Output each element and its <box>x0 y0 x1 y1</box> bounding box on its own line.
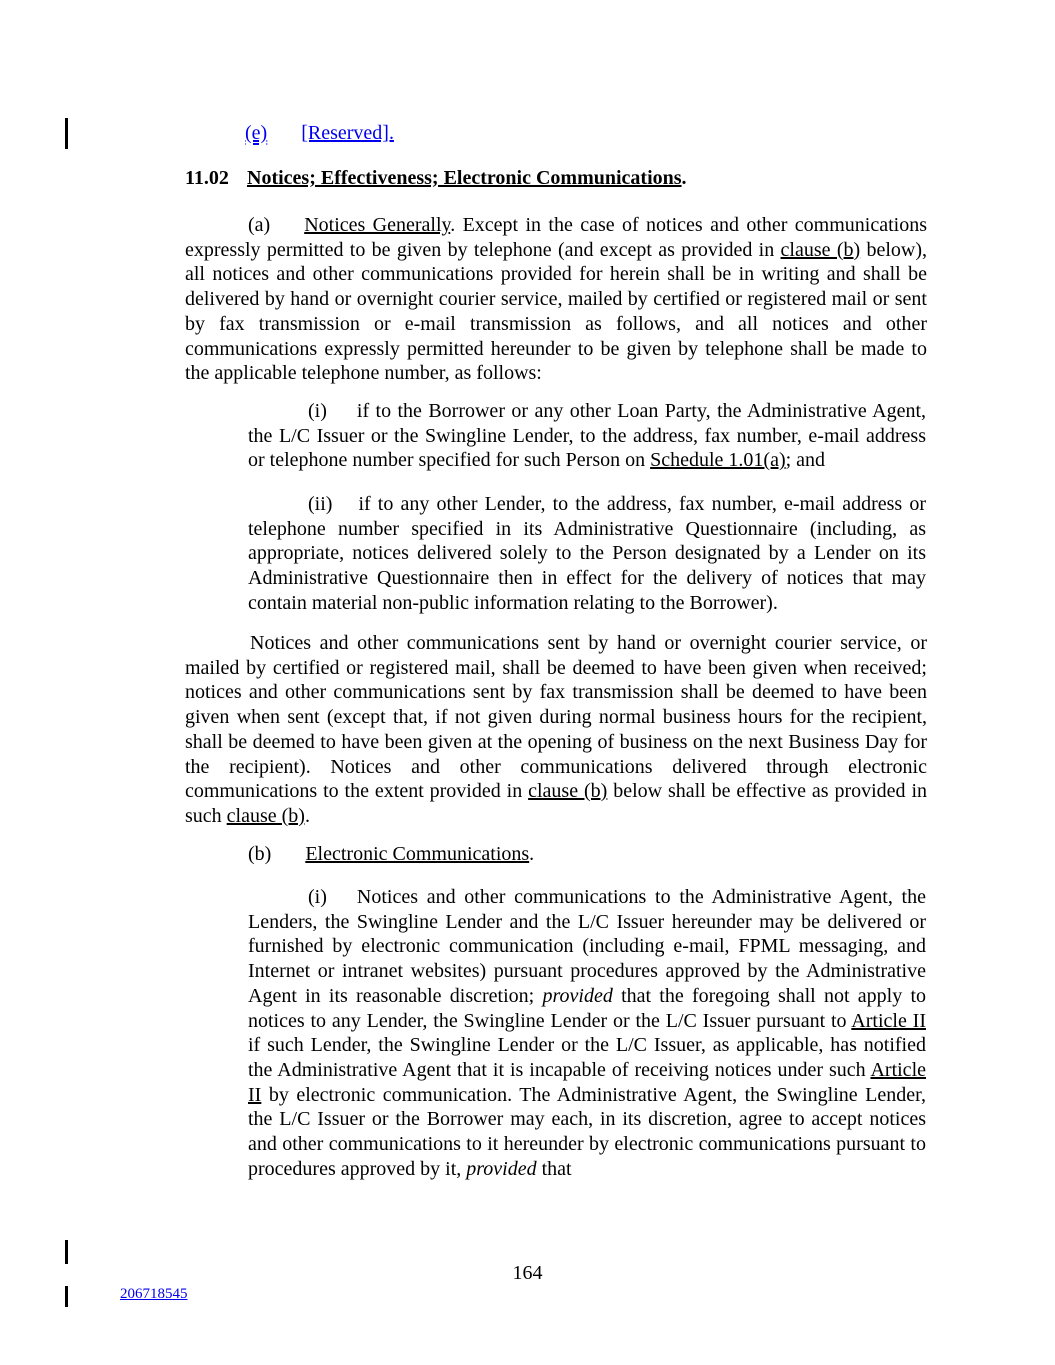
text-run: if to any other Lender, to the address, fax number, e-mail address or telephone number specified in its Administrative Questionnaire (including, as appropriate, notices delivered solely to the Person designated by a Lender on its Administrative Questionnaire then in effect for the delivery of notices that may contain material non-public information relating to the Borrower). <box>248 493 926 614</box>
tab-spacer <box>332 509 358 510</box>
tab-spacer <box>267 138 301 139</box>
text-run: Notices and other communications to the Administrative Agent, the Lenders, the Swingline Lender and the L/C Issuer hereunder may be delivered or furnished by electronic communication (including e-mail, FPML messaging, and Internet or intranet websites) pursuant procedures approved by the Administrative Agent in its reasonable discretion; <box>248 886 926 1007</box>
text-run: Electronic Communications <box>305 843 530 865</box>
tab-spacer <box>327 416 357 417</box>
paragraph-b-i-text <box>248 886 926 1180</box>
tab-spacer <box>270 230 304 231</box>
document-id: 206718545 <box>120 1286 188 1302</box>
tab-spacer <box>327 902 357 903</box>
tab-spacer <box>271 859 305 860</box>
section-title: Notices; Effectiveness; Electronic Communications <box>247 167 682 189</box>
text-run: Schedule 1.01(a) <box>650 449 786 472</box>
text-run: Article II <box>851 1009 926 1032</box>
section-title-period: . <box>681 167 687 189</box>
paragraph-a-i <box>248 399 926 473</box>
text-run: ; and <box>785 449 826 472</box>
text-run: Notices and other communications sent by hand or overnight courier service, or mailed by certified or registered mail, shall be deemed to have been given when received; notices and other communications sent by fax transmission shall be deemed to have been given when sent (except that, if not given during normal business hours for the recipient, shall be deemed to have been given at the opening of business on the next Business Day for the recipient). Notices and other communications delivered through electronic communications to the extent provided in <box>185 632 927 803</box>
text-run: Article II <box>248 1058 926 1106</box>
paragraph-a-i-label: (i) <box>308 400 327 422</box>
page-number: 164 <box>512 1262 543 1284</box>
text-run: Notices Generally <box>304 214 451 236</box>
change-bar-bottom-1 <box>65 1240 68 1264</box>
paragraph-a-label: (a) <box>248 214 271 236</box>
paragraph-e-label: (e) <box>245 122 268 144</box>
text-run: clause (b) <box>528 780 608 803</box>
paragraph-b-i <box>248 885 926 1181</box>
paragraph-a-ii-text <box>248 493 926 614</box>
text-run: by electronic communication. The Administrative Agent, the Swingline Lender, the L/C Issuer or the Borrower may each, in its discretion, agree to accept notices and other communications to it hereunder by electronic communications pursuant to procedures approved by it, <box>248 1083 926 1180</box>
paragraph-b <box>248 842 534 867</box>
paragraph-a-i-text <box>248 400 926 471</box>
paragraph-deemed-given <box>185 631 927 829</box>
change-bar-bottom-2 <box>65 1286 68 1307</box>
text-run: that the foregoing shall not apply to notices to any Lender, the Swingline Lender or the L/C Issuer pursuant to <box>248 984 927 1032</box>
text-run: provided <box>466 1157 537 1180</box>
text-run: provided <box>542 984 613 1007</box>
paragraph-a <box>185 213 927 386</box>
paragraph-b-i-label: (i) <box>308 886 327 908</box>
reserved-text: [Reserved]. <box>301 122 394 144</box>
text-run: clause (b) <box>780 238 861 261</box>
text-run: . Except in the case of notices and other communications expressly permitted to be given by telephone (and except as provided in <box>185 214 927 261</box>
section-heading <box>185 166 687 191</box>
paragraph-a-ii <box>248 492 926 616</box>
text-run: clause (b) <box>226 804 305 827</box>
text-run: . <box>529 843 535 865</box>
paragraph-deemed-given-text <box>185 632 927 827</box>
text-run: if such Lender, the Swingline Lender or the L/C Issuer, as applicable, has notified the Administrative Agent that it is incapable of receiving notices under such <box>248 1034 926 1081</box>
text-run: if to the Borrower or any other Loan Party, the Administrative Agent, the L/C Issuer or the Swingline Lender, to the address, fax number, e-mail address or telephone number specified for such Person on <box>248 400 926 472</box>
paragraph-e-reserved <box>245 121 394 146</box>
text-run: that <box>536 1157 572 1180</box>
section-number: 11.02 <box>185 167 229 189</box>
paragraph-a-ii-label: (ii) <box>308 493 333 515</box>
text-run: below shall be effective as provided in such <box>185 780 927 827</box>
change-bar-top <box>65 118 68 149</box>
paragraph-b-label: (b) <box>248 843 272 865</box>
text-run: below), all notices and other communications provided for herein shall be in writing and shall be delivered by hand or overnight courier service, mailed by certified or registered mail or sent by fax transmission or e-mail transmission as follows, and all notices and other communications expressly permitted hereunder to be given by telephone shall be made to the applicable telephone number, as follows: <box>185 238 928 385</box>
paragraph-b-text <box>305 843 534 865</box>
paragraph-a-text <box>185 214 927 384</box>
text-run: . <box>304 804 310 827</box>
